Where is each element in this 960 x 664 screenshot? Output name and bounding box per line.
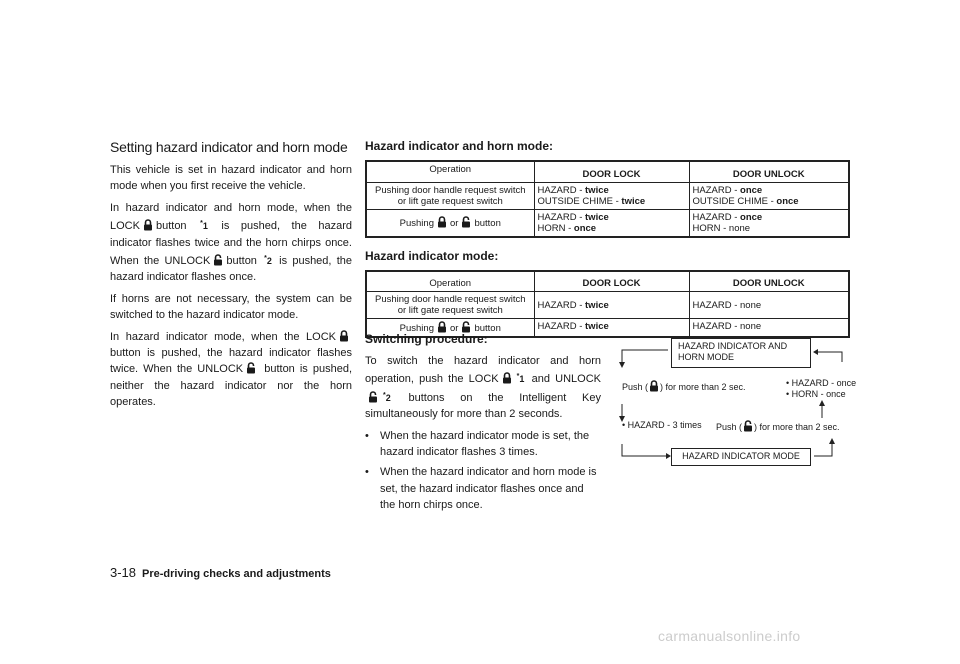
chapter-title: Pre-driving checks and adjustments bbox=[142, 568, 331, 580]
text: and UNLOCK bbox=[531, 373, 601, 386]
cell-unlock: HAZARD - once OUTSIDE CHIME - once bbox=[689, 183, 849, 210]
lock-icon bbox=[437, 216, 447, 228]
right-column bbox=[365, 138, 855, 348]
horn-once-label: • HORN - once bbox=[786, 389, 846, 399]
table-header-row bbox=[366, 161, 849, 183]
header-operation: Operation bbox=[366, 271, 534, 292]
text: button bbox=[226, 255, 257, 268]
text: is pushed, the hazard indicator flashes twice and the horn chirps once. When the UNLOCK bbox=[110, 220, 352, 268]
table-header-row bbox=[366, 271, 849, 292]
hazard-once-label: • HAZARD - once bbox=[786, 378, 857, 388]
cell-operation: Pushing or button bbox=[366, 319, 534, 338]
lock-icon bbox=[649, 380, 659, 392]
unlock-icon bbox=[213, 254, 223, 266]
text: button is pushed, the hazard indicator flashes twice. When the UNLOCK bbox=[110, 347, 352, 376]
text: is pushed, the hazard indicator flashes once. bbox=[110, 255, 352, 284]
table-row bbox=[366, 292, 849, 319]
lock-icon bbox=[502, 372, 512, 384]
box-hazard-indicator-mode: HAZARD INDICATOR MODE bbox=[671, 448, 811, 466]
cell-operation: Pushing or button bbox=[366, 210, 534, 238]
text: button bbox=[155, 220, 187, 233]
unlock-icon bbox=[461, 216, 471, 228]
header-operation: Operation bbox=[366, 161, 534, 183]
callout-1: *1 bbox=[516, 373, 525, 385]
cell-operation: Pushing door handle request switch or lift gate request switch bbox=[366, 292, 534, 319]
header-door-lock: DOOR LOCK bbox=[534, 161, 689, 183]
switching-paragraph bbox=[365, 353, 601, 423]
push-label-left: Push ( ) for more than 2 sec. bbox=[622, 382, 746, 392]
text: To switch the hazard indicator and horn operation, push the LOCK bbox=[365, 355, 601, 386]
hazard-horn-table bbox=[365, 160, 850, 238]
paragraph-4 bbox=[110, 329, 352, 411]
page-footer bbox=[110, 565, 331, 580]
left-column bbox=[110, 138, 352, 416]
header-door-lock: DOOR LOCK bbox=[534, 271, 689, 292]
table1-title: Hazard indicator and horn mode: bbox=[365, 139, 554, 153]
cell-lock: HAZARD - twice bbox=[534, 292, 689, 319]
list-item: • When the hazard indicator mode is set, the hazard indicator flashes 3 times. bbox=[365, 429, 590, 459]
section-title: Setting hazard indicator and horn mode bbox=[110, 139, 348, 155]
unlock-icon bbox=[368, 391, 378, 403]
callout-2: *2 bbox=[383, 391, 391, 403]
watermark: carmanualsonline.info bbox=[658, 628, 801, 644]
text: In hazard indicator and horn mode, when the LOCK bbox=[110, 201, 352, 233]
text: buttons on the Intelligent Key simultaneously for more than 2 seconds. bbox=[365, 391, 601, 421]
callout-2: *2 bbox=[264, 255, 272, 267]
list-item: • When the hazard indicator and horn mode is set, the hazard indicator flashes once and the horn chirps once. bbox=[365, 466, 597, 512]
header-door-unlock: DOOR UNLOCK bbox=[689, 161, 849, 183]
cell-operation: Pushing door handle request switch or lift gate request switch bbox=[366, 183, 534, 210]
bullet-list bbox=[365, 428, 601, 514]
box-hazard-horn-mode: HAZARD INDICATOR AND HORN MODE bbox=[671, 338, 811, 368]
table-row bbox=[366, 183, 849, 210]
unlock-icon bbox=[743, 420, 753, 432]
paragraph-3: If horns are not necessary, the system can be switched to the hazard indicator mode. bbox=[110, 292, 352, 322]
cell-unlock: HAZARD - none bbox=[689, 292, 849, 319]
unlock-icon bbox=[246, 362, 256, 374]
cell-lock: HAZARD - twice HORN - once bbox=[534, 210, 689, 238]
text: button is pushed, neither the hazard indicator nor the horn operates. bbox=[110, 363, 352, 409]
hazard-3-times-label: • HAZARD - 3 times bbox=[622, 420, 702, 430]
mode-switch-diagram bbox=[614, 336, 864, 476]
header-door-unlock: DOOR UNLOCK bbox=[689, 271, 849, 292]
cell-unlock: HAZARD - once HORN - none bbox=[689, 210, 849, 238]
hazard-only-table bbox=[365, 270, 850, 338]
page-number: 3-18 bbox=[110, 565, 137, 580]
table-row bbox=[366, 210, 849, 238]
table2-title: Hazard indicator mode: bbox=[365, 249, 499, 263]
lock-icon bbox=[143, 219, 153, 231]
callout-1: *1 bbox=[200, 220, 208, 232]
cell-unlock: HAZARD - none bbox=[689, 319, 849, 338]
push-label-right: Push ( ) for more than 2 sec. bbox=[716, 422, 840, 432]
paragraph-2 bbox=[110, 200, 352, 286]
paragraph-1: This vehicle is set in hazard indicator and horn mode when you first receive the vehicle. bbox=[110, 164, 352, 193]
lock-icon bbox=[339, 330, 349, 342]
cell-lock: HAZARD - twice bbox=[534, 319, 689, 338]
cell-lock: HAZARD - twice OUTSIDE CHIME - twice bbox=[534, 183, 689, 210]
text: In hazard indicator mode, when the LOCK bbox=[110, 330, 336, 343]
bullet: • bbox=[365, 466, 369, 479]
switching-title: Switching procedure: bbox=[365, 332, 488, 346]
bullet: • bbox=[365, 429, 369, 442]
switching-procedure bbox=[365, 331, 601, 518]
